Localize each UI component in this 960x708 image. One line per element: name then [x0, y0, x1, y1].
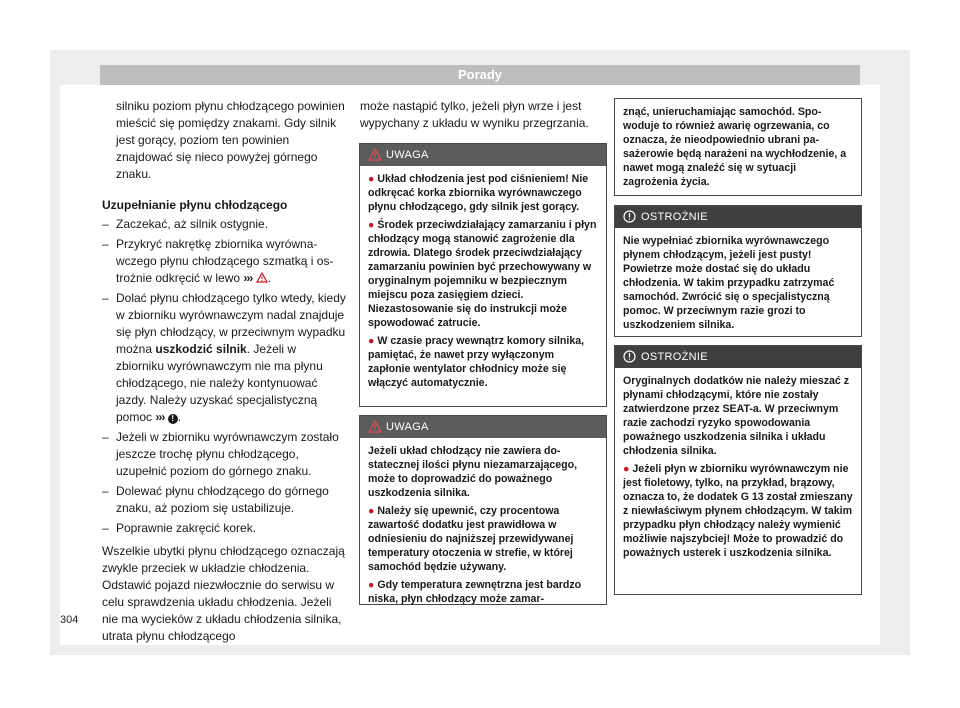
warning-box-2 [359, 415, 607, 605]
caution-box-body: Oryginalnych dodatków nie należy mieszać z płynami chłodzącymi, które nie zostały zatwierdzone przez SEAT-a. W przeciwnym razie zachodzi ryzyko spowodowania poważnego uszkodzenia silnika i układu chłodzenia silnika. ● Jeżeli płyn w zbiorniku wyrównawczym nie jest fioletowy, tylko, na przykład, brązowy, oznacza to, że dodatek G 13 został zmieszany z niewłaściwym płynem chłodzącym. W takim przypadku płyn chłodzący należy wymienić możliwie najszybciej! Może to prowadzić do poważnych usterek i uszkodzenia silnika. [623, 375, 853, 559]
continued-paragraph: może nastąpić tylko, jeżeli płyn wrze i jest wypychany z układu w wyniku przegrzania. [360, 99, 589, 130]
steps-list [102, 216, 347, 537]
page-number: 304 [60, 614, 79, 626]
column-2 [360, 98, 606, 132]
caution-box-2 [614, 345, 862, 595]
list-item: – Przykryć nakrętkę zbiornika wyrównawczego płynu chłodzącego szmatką i ostrożnie odkręcić w lewo ››› . [102, 237, 334, 285]
chapter-header: Porady [100, 65, 860, 85]
note-circle-icon: ! [168, 414, 178, 424]
list-item: – Zaczekać, aż silnik ostygnie. [102, 217, 269, 231]
intro-paragraph: silniku poziom płynu chłodzącego powinien mieścić się pomiędzy znakami. Gdy silnik jest gorący, poziom ten powinien znajdować się nieco powyżej górnego znaku. [116, 99, 345, 181]
caution-box-header: OSTROŻNIE [615, 206, 861, 228]
warning-box-continued [614, 98, 862, 196]
cross-reference-link[interactable]: ››› [155, 410, 165, 424]
warning-triangle-icon [368, 148, 382, 161]
caution-box-1 [614, 205, 862, 337]
warning-triangle-icon [256, 272, 268, 283]
section-heading: Uzupełnianie płynu chłodzącego [102, 198, 288, 212]
exclamation-circle-icon [623, 210, 636, 223]
warning-triangle-icon [368, 420, 382, 433]
closing-paragraph: Wszelkie ubytki płynu chłodzącego oznaczają zwykle przeciek w układzie chłodzenia. Odstawić pojazd niezwłocznie do serwisu w celu sprawdzenia układu chłodzenia. Jeżeli nie ma wycieków z układu chłodzenia silnika, utrata płynu chłodzącego [102, 544, 345, 643]
caution-box-body: Nie wypełniać zbiornika wyrównawczego płynem chłodzącym, jeżeli jest pusty! Powietrze może dostać się do układu chłodzenia. W takim przypadku zatrzymać samochód. Zwrócić się o specjalistyczną pomoc. W przeciwnym razie grozi to uszkodzeniem silnika. [623, 235, 835, 331]
cross-reference-link[interactable]: ››› [243, 271, 253, 285]
list-item: – Dolewać płynu chłodzącego do górnego znaku, aż poziom się ustabilizuje. [102, 484, 329, 515]
caution-box-header: OSTROŻNIE [615, 346, 861, 368]
list-item: – Jeżeli w zbiorniku wyrównawczym zostało jeszcze trochę płynu chłodzącego, uzupełnić poziom do górnego znaku. [102, 430, 339, 478]
exclamation-circle-icon [623, 350, 636, 363]
list-item: – Dolać płynu chłodzącego tylko wtedy, kiedy w zbiorniku wyrównawczym nadal znajduje się płyn chłodzący, w przeciwnym wypadku można uszkodzić silnik. Jeżeli w zbiorniku wyrównawczym nie ma płynu chłodzącego, nie należy kontynuować jazdy. Należy uzyskać specjalistyczną pomoc ››› ! . [102, 291, 346, 424]
warning-box-header: UWAGA [360, 144, 606, 166]
list-item: – Poprawnie zakręcić korek. [102, 521, 257, 535]
warning-box-body: Jeżeli układ chłodzący nie zawiera dostatecznej ilości płynu niezamarzającego, może to doprowadzić do poważnego uszkodzenia silnika. ● Należy się upewnić, czy procentowa zawartość dodatku jest prawidłowa w odniesieniu do najniższej przewidywanej temperatury otoczenia w strefie, w której samochód będzie używany. ● Gdy temperatura zewnętrzna jest bardzo niska, płyn chłodzący może zamar- [368, 445, 582, 605]
warning-box-1 [359, 143, 607, 407]
column-1 [102, 98, 347, 645]
warning-box-body: ● Układ chłodzenia jest pod ciśnieniem! Nie odkręcać korka zbiornika wyrównawczego płynu chłodzącego, gdy silnik jest gorący. ● Środek przeciwdziałający zamarzaniu i płyn chłodzący mogą stanowić zagrożenie dla zdrowia. Dlatego środek przeciwdziałający zamarzaniu powinien być przechowywany w oryginalnym pojemniku w bezpiecznym miejscu poza zasięgiem dzieci. Niezastosowanie się do instrukcji może spowodować zatrucie. ● W czasie pracy wewnątrz komory silnika, pamiętać, że nawet przy wyłączonym zapłonie wentylator chłodnicy może się włączyć automatycznie. [368, 173, 597, 389]
warning-box-body: znąć, unieruchamiając samochód. Spowoduje to również awarię ogrzewania, co oznacza, że nieodpowiednio ubrani pasażerowie będą narażeni na wychłodzenie, a nawet mogą znaleźć się w sytuacji zagrożenia życia. [623, 106, 847, 188]
warning-box-header: UWAGA [360, 416, 606, 438]
